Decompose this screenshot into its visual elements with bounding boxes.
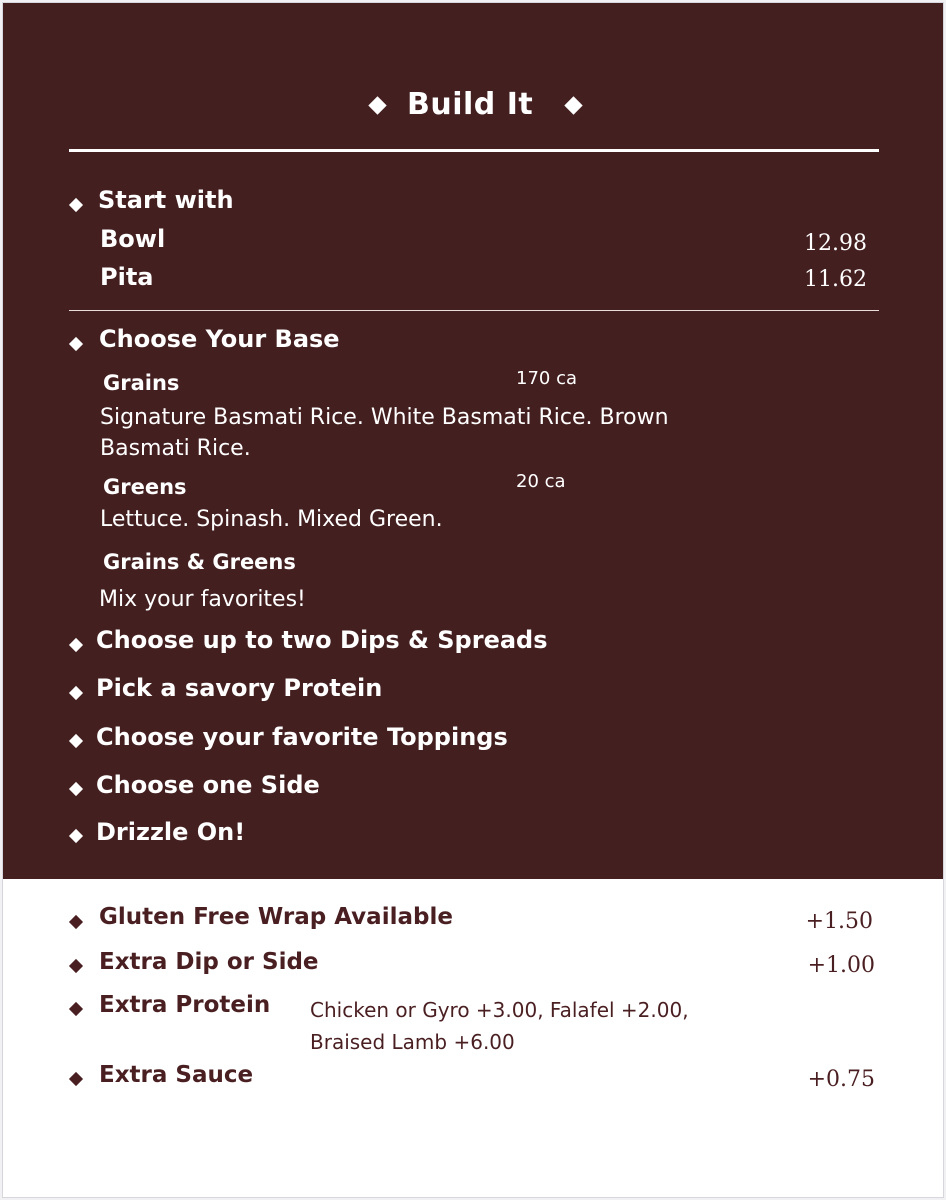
step-side: Choose one Side (96, 771, 320, 799)
extra-protein: Extra Protein (99, 992, 271, 1018)
start-item-pita: Pita (100, 263, 154, 291)
base-option-grains-greens: Grains & Greens (103, 550, 296, 574)
extra-gluten-free-wrap-price: +1.50 (805, 909, 873, 934)
start-heading: Start with (98, 186, 234, 214)
start-item-pita-price: 11.62 (804, 267, 867, 292)
extra-dip-or-side: Extra Dip or Side (99, 949, 319, 975)
title-divider (69, 149, 879, 152)
diamond-icon (69, 686, 83, 700)
base-option-grains-calories: 170 ca (516, 368, 578, 389)
menu-page (2, 2, 944, 1198)
build-it-panel (3, 3, 944, 879)
base-option-grains-description: Signature Basmati Rice. White Basmati Rice. Brown Basmati Rice. (100, 405, 669, 461)
extra-sauce-price: +0.75 (807, 1067, 875, 1092)
diamond-icon (69, 337, 83, 351)
extras-section (3, 879, 944, 1198)
start-item-bowl-price: 12.98 (804, 231, 867, 256)
diamond-icon (368, 96, 386, 114)
page-title: Build It (407, 87, 534, 122)
diamond-icon (69, 829, 83, 843)
extra-dip-or-side-price: +1.00 (807, 953, 875, 978)
diamond-icon (69, 1002, 83, 1016)
step-drizzle: Drizzle On! (96, 818, 246, 846)
diamond-icon (69, 959, 83, 973)
start-item-bowl: Bowl (100, 225, 166, 253)
section-divider (69, 310, 879, 311)
base-option-greens-calories: 20 ca (516, 471, 566, 492)
diamond-icon (69, 915, 83, 929)
extra-gluten-free-wrap: Gluten Free Wrap Available (99, 904, 453, 930)
base-heading: Choose Your Base (99, 325, 340, 353)
base-option-grains: Grains (103, 371, 180, 395)
step-protein: Pick a savory Protein (96, 674, 383, 702)
diamond-icon (69, 734, 83, 748)
diamond-icon (69, 1072, 83, 1086)
diamond-icon (564, 96, 582, 114)
base-option-greens: Greens (103, 475, 187, 499)
step-toppings: Choose your favorite Toppings (96, 723, 508, 751)
step-dips: Choose up to two Dips & Spreads (96, 626, 548, 654)
diamond-icon (69, 638, 83, 652)
extra-protein-detail: Chicken or Gyro +3.00, Falafel +2.00, Braised Lamb +6.00 (310, 998, 689, 1054)
base-option-greens-description: Lettuce. Spinash. Mixed Green. (100, 507, 443, 532)
diamond-icon (69, 782, 83, 796)
base-option-grains-greens-description: Mix your favorites! (99, 587, 306, 612)
diamond-icon (69, 198, 83, 212)
extra-sauce: Extra Sauce (99, 1062, 254, 1088)
